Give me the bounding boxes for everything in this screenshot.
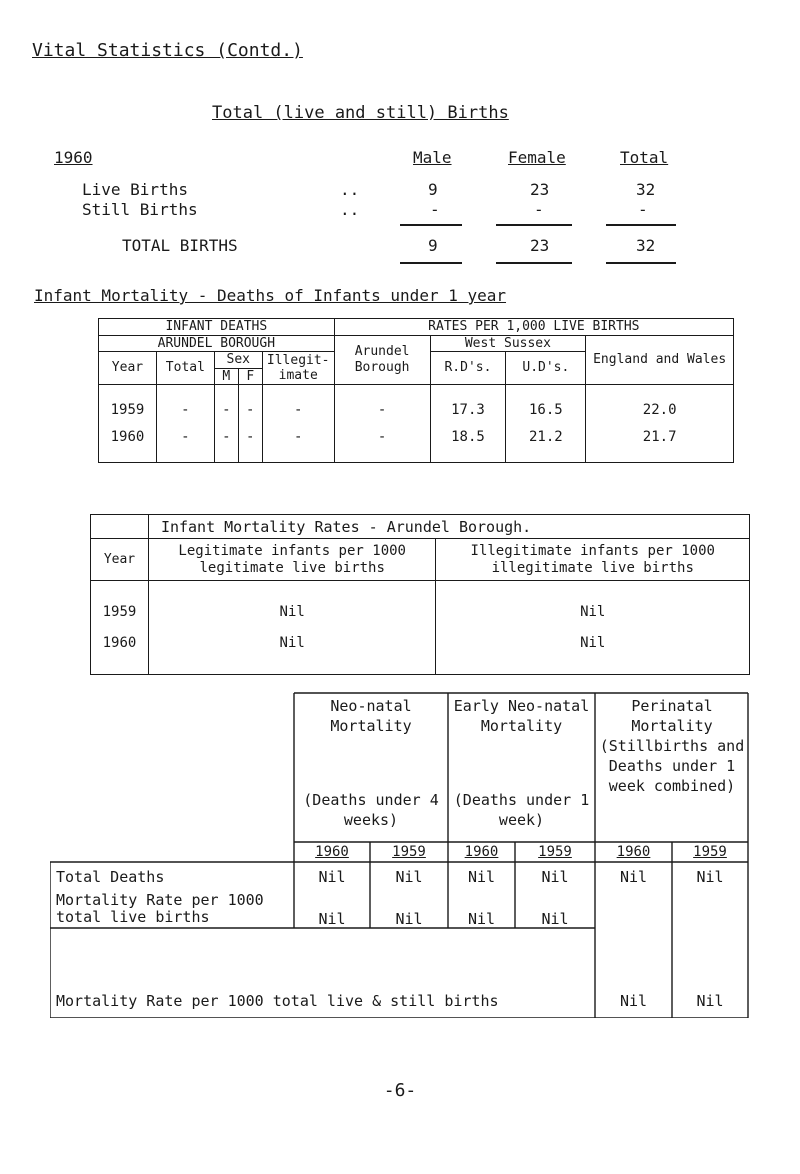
rates-cell-legit: Nil	[279, 634, 305, 651]
mortality-rate-cell: Nil	[318, 910, 346, 928]
births-row-male: 9	[428, 180, 438, 199]
births-row-dots: ..	[340, 180, 360, 199]
table-row	[262, 385, 334, 463]
births-col-male: Male	[413, 148, 452, 167]
total-births-total: 32	[636, 236, 656, 255]
births-rule	[400, 262, 462, 264]
total-births-male: 9	[428, 236, 438, 255]
year-header: 1959	[538, 844, 572, 860]
births-row-total: -	[638, 200, 648, 219]
header-rates: RATES PER 1,000 LIVE BIRTHS	[334, 319, 733, 336]
col-ud: U.D's.	[506, 352, 586, 385]
total-births-label: TOTAL BIRTHS	[122, 236, 238, 255]
table-row	[506, 385, 586, 463]
header-arundel-borough: ARUNDEL BOROUGH	[99, 335, 335, 352]
cell-year: 1959	[110, 402, 145, 419]
year-header: 1959	[392, 844, 426, 860]
year-header: 1960	[315, 844, 349, 860]
neonatal-table	[50, 692, 750, 1018]
table-row	[91, 581, 149, 675]
col-illegit: Illegit-imate	[262, 352, 334, 385]
infant-mortality-title: Infant Mortality - Deaths of Infants under 1 year	[34, 286, 507, 305]
cell-total: -	[181, 428, 190, 445]
births-row-label: Live Births	[82, 180, 188, 199]
col-early: Early Neo-natal Mortality	[453, 697, 590, 735]
rates-col-year: Year	[91, 539, 149, 581]
still-cell: Nil	[696, 992, 724, 1010]
mortality-rate-cell: Nil	[541, 910, 569, 928]
row-still-label: Mortality Rate per 1000 total live & still births	[56, 992, 499, 1010]
infant-deaths-table	[98, 318, 734, 463]
mortality-rate-cell: Nil	[395, 910, 423, 928]
cell-ud: 21.2	[529, 428, 563, 445]
year-header: 1960	[464, 844, 499, 860]
col-total: Total	[156, 352, 214, 385]
cell-illegit: -	[293, 402, 303, 419]
col-f: F	[238, 368, 262, 385]
row-total-deaths-label: Total Deaths	[56, 868, 165, 886]
col-m: M	[214, 368, 238, 385]
table-row	[238, 385, 262, 463]
total-deaths-cell: Nil	[395, 868, 423, 886]
rates-cell-illegit: Nil	[580, 603, 606, 620]
table-row	[148, 581, 436, 675]
rates-col-legit: Legitimate infants per 1000 legitimate live births	[148, 539, 436, 581]
births-rule	[606, 224, 676, 226]
page-number: -6-	[383, 1080, 417, 1101]
table-row	[99, 385, 157, 463]
total-deaths-cell: Nil	[318, 868, 346, 886]
births-rule	[400, 224, 462, 226]
births-rule	[606, 262, 676, 264]
rates-cell-legit: Nil	[279, 603, 305, 620]
year-header: 1959	[693, 844, 727, 860]
table-row	[436, 581, 750, 675]
total-deaths-cell: Nil	[619, 868, 648, 886]
births-row-female: -	[534, 200, 544, 219]
births-rule	[496, 262, 572, 264]
rates-cell-illegit: Nil	[580, 634, 606, 651]
births-rule	[496, 224, 572, 226]
rates-cell-year: 1959	[102, 603, 137, 620]
still-cell: Nil	[619, 992, 648, 1010]
cell-rd: 17.3	[451, 402, 485, 419]
mortality-rate-cell: Nil	[467, 910, 496, 928]
col-perinatal: Perinatal Mortality (Stillbirths and Deaths under 1 week combined)	[599, 697, 745, 795]
col-year: Year	[99, 352, 157, 385]
table-row	[430, 385, 506, 463]
cell-m: -	[222, 428, 231, 445]
total-births-female: 23	[530, 236, 550, 255]
cell-m: -	[222, 402, 231, 419]
col-rd: R.D's.	[430, 352, 506, 385]
header-infant-deaths: INFANT DEATHS	[99, 319, 335, 336]
rates-title: Infant Mortality Rates - Arundel Borough.	[148, 515, 749, 539]
blank-cell	[91, 515, 149, 539]
table-row	[586, 385, 734, 463]
col-arundel: Arundel Borough	[334, 335, 430, 385]
cell-f: -	[246, 428, 255, 445]
births-row-female: 23	[530, 180, 550, 199]
cell-year: 1960	[110, 428, 145, 445]
cell-f: -	[246, 402, 255, 419]
cell-rd: 18.5	[451, 428, 485, 445]
births-row-total: 32	[636, 180, 656, 199]
births-row-label: Still Births	[82, 200, 198, 219]
cell-illegit: -	[293, 428, 303, 445]
total-deaths-cell: Nil	[541, 868, 569, 886]
total-deaths-cell: Nil	[467, 868, 496, 886]
page-heading: Vital Statistics (Contd.)	[32, 40, 303, 61]
col-england: England and Wales	[586, 335, 734, 385]
row-mortality-rate-label: Mortality Rate per 1000 total live births	[56, 891, 264, 926]
rates-cell-year: 1960	[102, 634, 137, 651]
births-row-dots: ..	[340, 200, 360, 219]
births-col-total: Total	[620, 148, 669, 167]
col-neonatal-sub: (Deaths under 4 weeks)	[303, 791, 439, 829]
table-row	[334, 385, 430, 463]
births-title: Total (live and still) Births	[212, 103, 509, 123]
col-early-sub: (Deaths under 1 week)	[453, 791, 590, 829]
table-row	[156, 385, 214, 463]
births-row-male: -	[430, 200, 440, 219]
cell-ud: 16.5	[529, 402, 563, 419]
births-year: 1960	[54, 148, 93, 167]
rates-table	[90, 514, 750, 675]
col-neonatal: Neo-natal Mortality	[330, 697, 412, 735]
year-header: 1960	[616, 844, 651, 860]
total-deaths-cell: Nil	[696, 868, 724, 886]
births-col-female: Female	[508, 148, 566, 167]
col-west-sussex: West Sussex	[430, 335, 586, 352]
cell-total: -	[181, 402, 190, 419]
cell-england: 22.0	[642, 402, 677, 419]
table-row	[214, 385, 238, 463]
rates-col-illegit: Illegitimate infants per 1000 illegitimate live births	[436, 539, 750, 581]
cell-arundel: -	[377, 402, 387, 419]
cell-england: 21.7	[642, 428, 677, 445]
col-sex: Sex	[214, 352, 262, 369]
cell-arundel: -	[377, 428, 387, 445]
